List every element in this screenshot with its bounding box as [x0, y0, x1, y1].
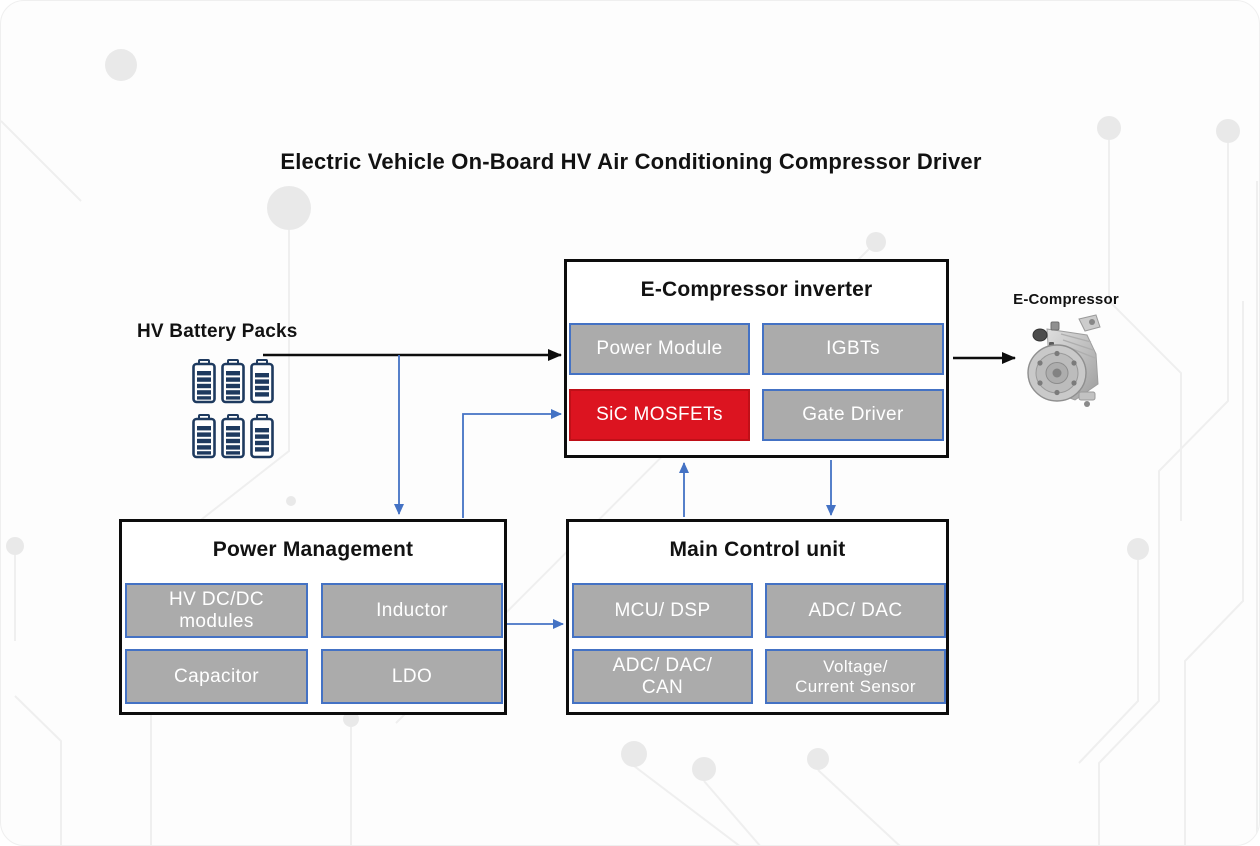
module-power-module[interactable]: Power Module: [569, 323, 750, 375]
module-adc-dac[interactable]: ADC/ DAC: [765, 583, 946, 638]
module-ldo[interactable]: LDO: [321, 649, 503, 704]
battery-icon: [221, 359, 245, 404]
power-management-title: Power Management: [212, 538, 414, 561]
module-voltage-current-sensor[interactable]: Voltage/ Current Sensor: [765, 649, 946, 704]
diagram-title: Electric Vehicle On-Board HV Air Conditioning Compressor Driver: [280, 149, 982, 174]
power-management-block: [119, 519, 507, 715]
inverter-block: [564, 259, 949, 458]
arrow-power-management-to-sic-mosfets: [463, 414, 561, 518]
battery-grid: [192, 359, 276, 459]
compressor-image: [1021, 312, 1113, 410]
battery-icon: [192, 359, 216, 404]
battery-icon: [192, 414, 216, 459]
module-gate-driver[interactable]: Gate Driver: [762, 389, 944, 441]
module-mcu-dsp[interactable]: MCU/ DSP: [572, 583, 753, 638]
module-hv-dcdc-modules[interactable]: HV DC/DC modules: [125, 583, 308, 638]
inverter-title: E-Compressor inverter: [640, 278, 873, 301]
module-igbts[interactable]: IGBTs: [762, 323, 944, 375]
module-sic-mosfets[interactable]: SiC MOSFETs: [569, 389, 750, 441]
battery-icon: [250, 359, 274, 404]
battery-packs-label: HV Battery Packs: [137, 321, 298, 342]
module-capacitor[interactable]: Capacitor: [125, 649, 308, 704]
battery-icon: [250, 414, 274, 459]
compressor-label: E-Compressor: [1013, 291, 1119, 308]
battery-icon: [221, 414, 245, 459]
main-control-block: [566, 519, 949, 715]
main-control-title: Main Control unit: [669, 538, 846, 561]
module-inductor[interactable]: Inductor: [321, 583, 503, 638]
module-adc-dac-can[interactable]: ADC/ DAC/ CAN: [572, 649, 753, 704]
